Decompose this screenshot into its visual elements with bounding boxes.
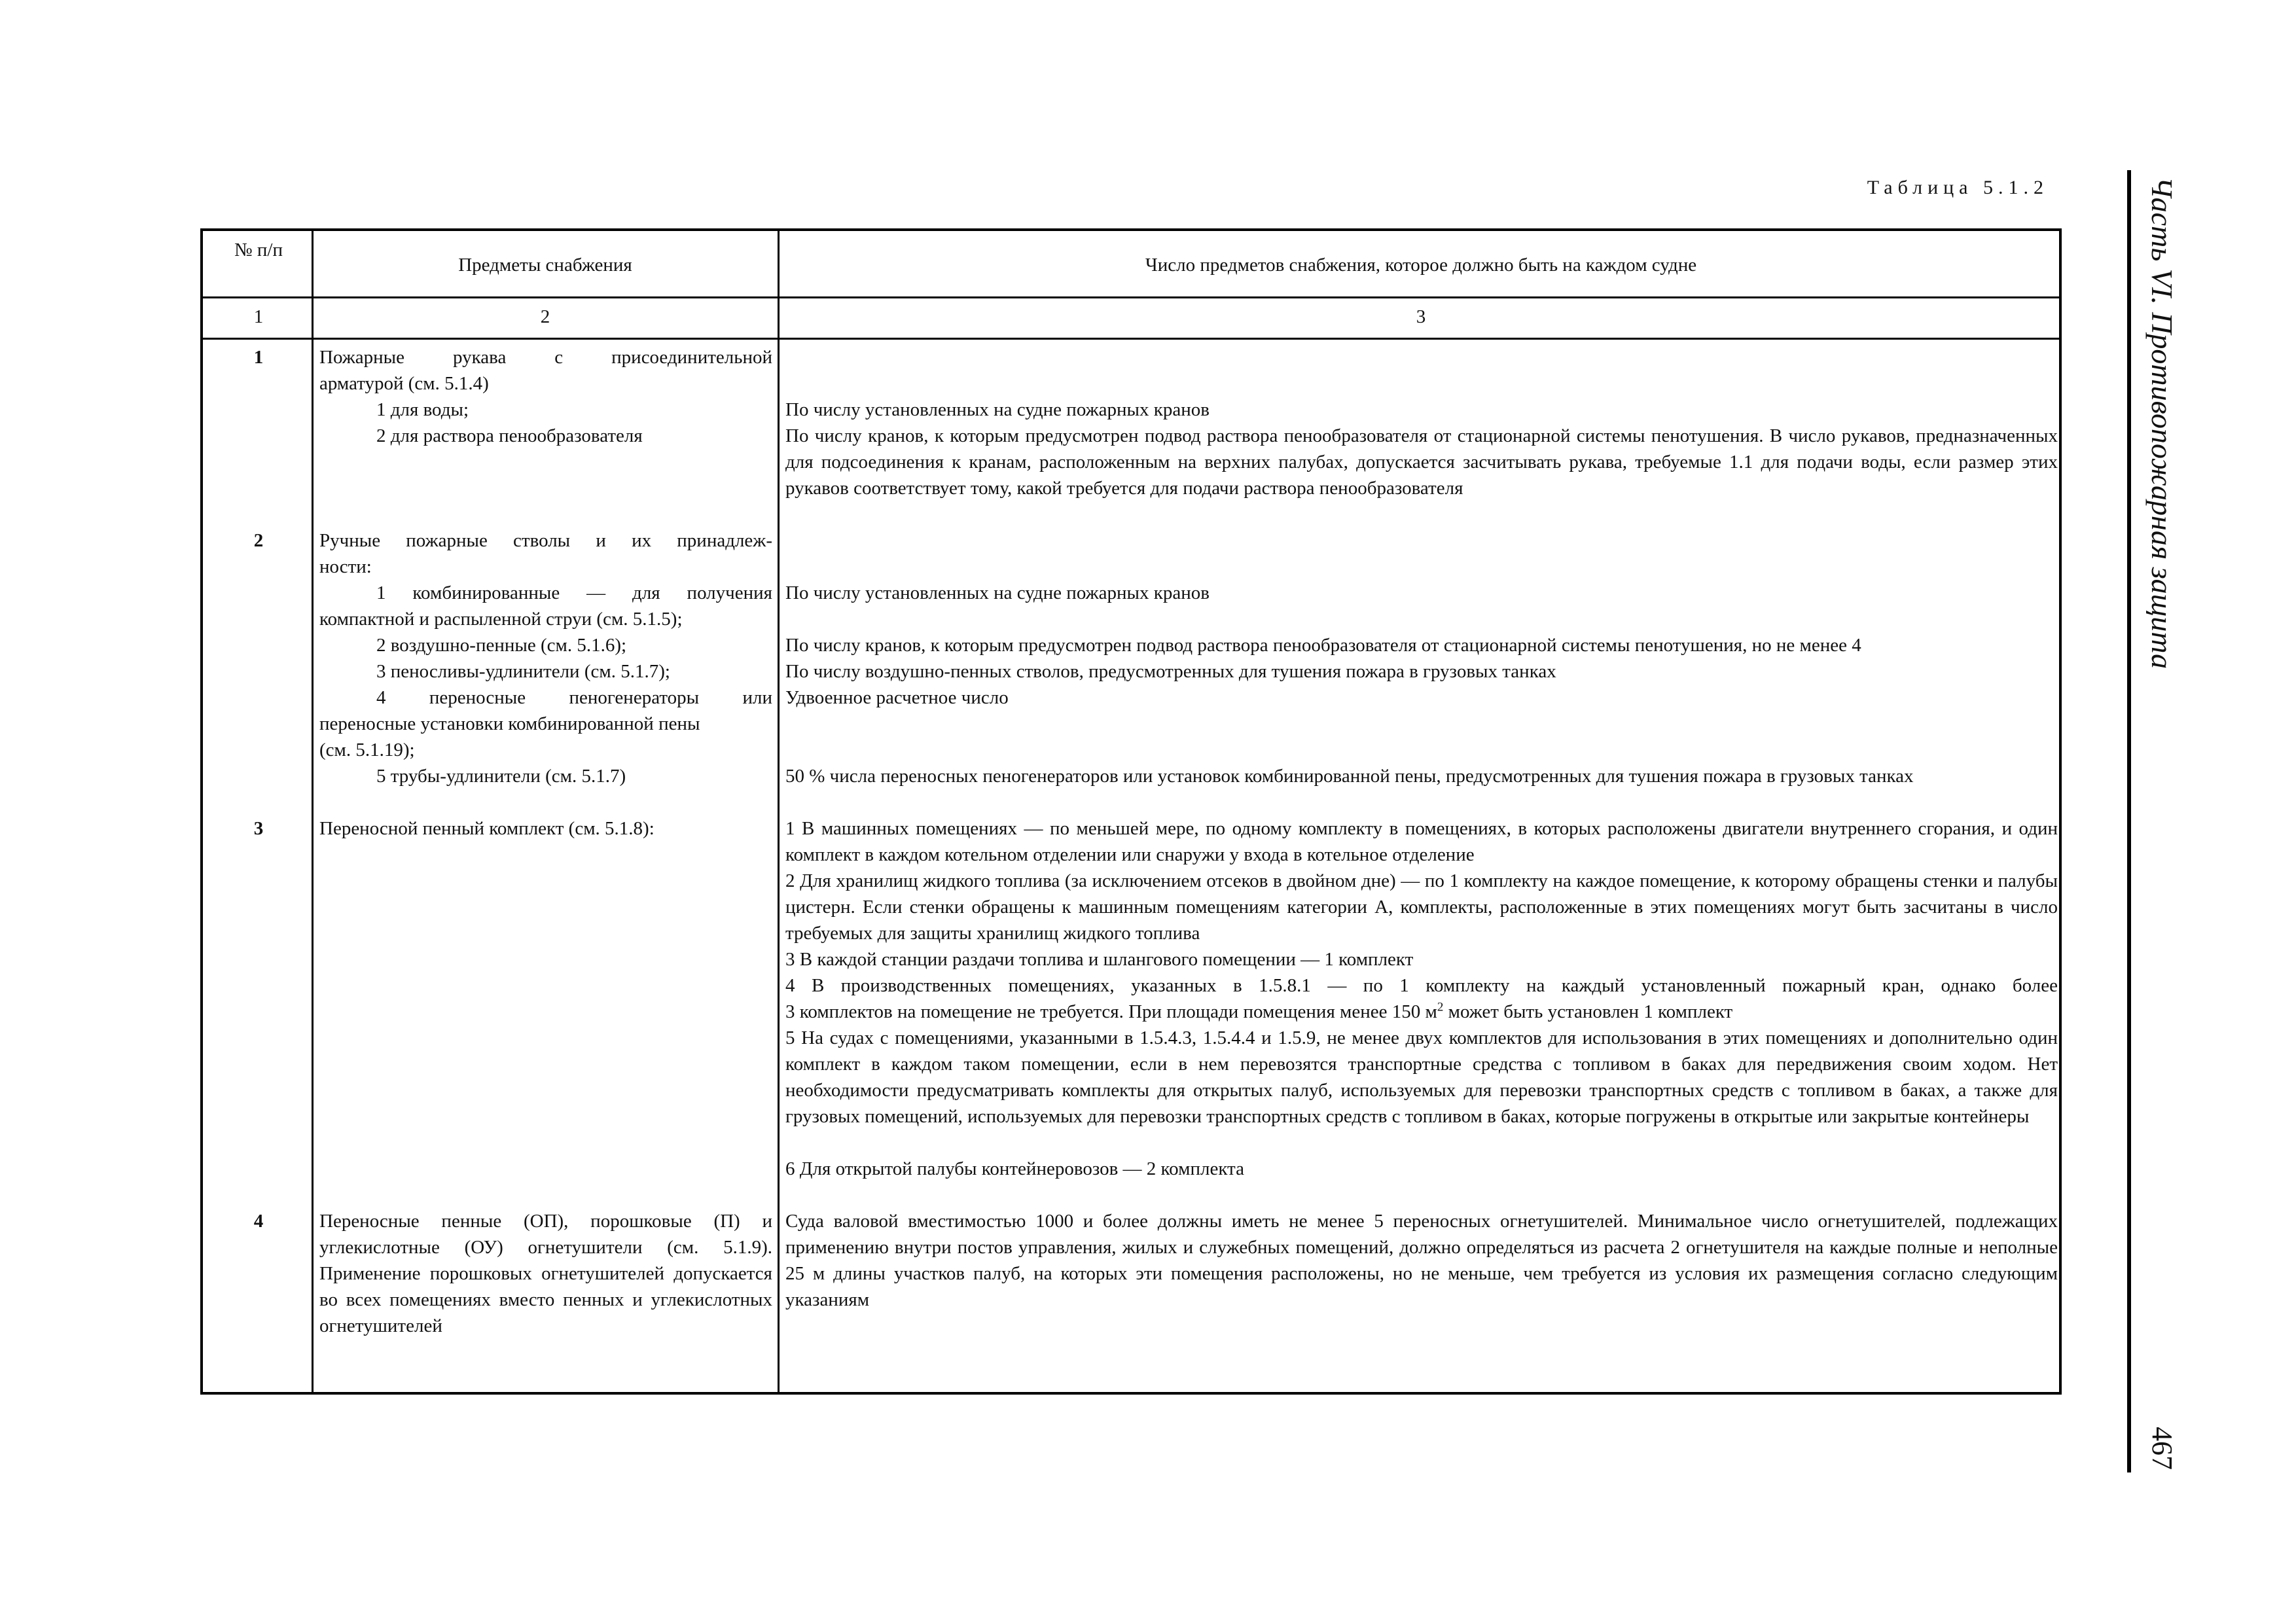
row-2-value-2: По числу кранов, к которым предусмотрен подвод раствора пенообразователя от стационарной системы пенотушения, но не менее 4: [785, 635, 1861, 656]
row-2-value-4: Удвоенное расчетное число: [785, 687, 1009, 708]
row-2-value-3: По числу воздушно-пенных стволов, предусмотренных для тушения пожара в грузовых танках: [785, 661, 1556, 682]
row-4-number: 4: [253, 1211, 264, 1232]
row-2-item-3: 3 пеносливы-удлинители (см. 5.1.7);: [376, 661, 670, 682]
header-num-3: 3: [1416, 306, 1426, 327]
side-title: Часть VI. Противопожарная защита: [2145, 177, 2179, 669]
row-2-value-1: По числу установленных на судне пожарных кранов: [785, 582, 1210, 603]
row-2-item-4-cont: переносные установки комбинированной пены: [319, 713, 700, 734]
row-2-item-1: 1 комбинированные — для получения: [376, 582, 772, 603]
row-3-value-2: 2 Для хранилищ жидкого топлива (за исключением отсеков в двойном дне) — по 1 комплекту на каждое помещение, к которому обращены стенки и палубы цистерн. Если стенки обращены к машинным помещениям категории А, комплекты, расположенные в этих помещениях могут быть засчитаны в число требуемых для защиты хранилищ жидкого топлива: [785, 870, 2058, 944]
row-2-item-1-cont: компактной и распыленной струи (см. 5.1.5);: [319, 609, 683, 630]
header-col-items: Предметы снабжения: [458, 255, 632, 276]
page-number: 467: [2146, 1427, 2178, 1470]
row-2-item-title-cont: ности:: [319, 556, 372, 577]
row-1-item-title: Пожарные рукава с присоединительной: [319, 347, 772, 368]
row-3-value-3: 3 В каждой станции раздачи топлива и шлангового помещении — 1 комплект: [785, 949, 1414, 970]
column-divider-1: [312, 231, 314, 1392]
row-3-value-4: 4 В производственных помещениях, указанных в 1.5.8.1 — по 1 комплекту на каждый установленный пожарный кран, однако более: [785, 975, 2058, 996]
row-3-value-1: 1 В машинных помещениях — по меньшей мере, по одному комплекту в помещениях, в которых расположены двигатели внутреннего сгорания, и один комплект в каждом котельном отделении или снаружи у входа в котельное отделение: [785, 818, 2058, 865]
row-2-item-4: 4 переносные пеногенераторы или: [376, 687, 772, 708]
row-3-value-6: 6 Для открытой палубы контейнеровозов — 2 комплекта: [785, 1158, 1244, 1179]
square-superscript: 2: [1437, 1000, 1444, 1014]
row-1-item-1: 1 для воды;: [376, 399, 469, 420]
row-1-item-2: 2 для раствора пенообразователя: [376, 425, 643, 446]
supply-table: [200, 228, 2062, 1395]
row-2-item-4-ref: (см. 5.1.19);: [319, 740, 415, 760]
row-1-value-2: По числу кранов, к которым предусмотрен подвод раствора пенообразователя от стационарной системы пенотушения. В число рукавов, предназначенных для подсоединения к кранам, расположенным на верхних палубах, допускается засчитывать рукава, требуемые 1.1 для подачи воды, если размер этих рукавов соответствует тому, какой требуется для подачи раствора пенообразователя: [785, 425, 2058, 499]
column-divider-2: [778, 231, 780, 1392]
row-3-value-5: 5 На судах с помещениями, указанными в 1.5.4.3, 1.5.4.4 и 1.5.9, не менее двух комплектов для использования в этих помещениях и дополнительно один комплект в каждом таком помещении, если в нем перевозятся транспортные средства с топливом в баках для передвижения своим ходом. Нет необходимости предусматривать комплекты для открытых палуб, используемых для перевозки транспортных средств с топливом в баках, а также для грузовых помещений, используемых для перевозки транспортных средств с топливом в баках, которые погружены в открытые или закрытые контейнеры: [785, 1027, 2058, 1127]
row-1-item-title-cont: арматурой (см. 5.1.4): [319, 373, 489, 394]
row-3-number: 3: [253, 818, 264, 839]
row-2-value-5: 50 % числа переносных пеногенераторов или установок комбинированной пены, предусмотренных для тушения пожара в грузовых танках: [785, 766, 1914, 787]
row-3-item-title: Переносной пенный комплект (см. 5.1.8):: [319, 818, 655, 839]
row-2-item-2: 2 воздушно-пенные (см. 5.1.6);: [376, 635, 627, 656]
header-divider: [203, 296, 2059, 298]
row-2-number: 2: [253, 530, 264, 551]
row-4-item-title: Переносные пенные (ОП), порошковые (П) и углекислотные (ОУ) огнетушители (см. 5.1.9). Применение порошковых огнетушителей допускается во всех помещениях вместо пенных и углекислотных огнетушителей: [319, 1211, 772, 1336]
row-2-item-title: Ручные пожарные стволы и их принадлеж-: [319, 530, 772, 551]
side-rule: [2127, 170, 2131, 1472]
table-caption: Таблица 5.1.2: [1867, 177, 2049, 198]
number-row-divider: [203, 338, 2059, 340]
header-num-1: 1: [253, 306, 264, 327]
header-col-count: Число предметов снабжения, которое должно быть на каждом судне: [1145, 255, 1697, 276]
header-num-2: 2: [540, 306, 550, 327]
row-2-item-5: 5 трубы-удлинители (см. 5.1.7): [376, 766, 626, 787]
header-col-number: № п/п: [234, 240, 283, 260]
row-3-value-4-text: 3 комплектов на помещение не требуется. При площади помещения менее 150 м: [785, 1001, 1437, 1022]
row-1-value-1: По числу установленных на судне пожарных кранов: [785, 399, 1210, 420]
row-1-number: 1: [253, 347, 264, 368]
row-3-value-4-tail: может быть установлен 1 комплект: [1448, 1001, 1733, 1022]
row-4-value-1: Суда валовой вместимостью 1000 и более должны иметь не менее 5 переносных огнетушителей. Минимальное число огнетушителей, подлежащих применению внутри постов управления, жилых и служебных помещений, должно определяться из расчета 2 огнетушителя на каждые полные и неполные 25 м длины участков палуб, на которых эти помещения расположены, но не меньше, чем требуется из условия их размещения согласно следующим указаниям: [785, 1211, 2058, 1310]
row-3-value-4-cont: [785, 999, 1732, 1025]
